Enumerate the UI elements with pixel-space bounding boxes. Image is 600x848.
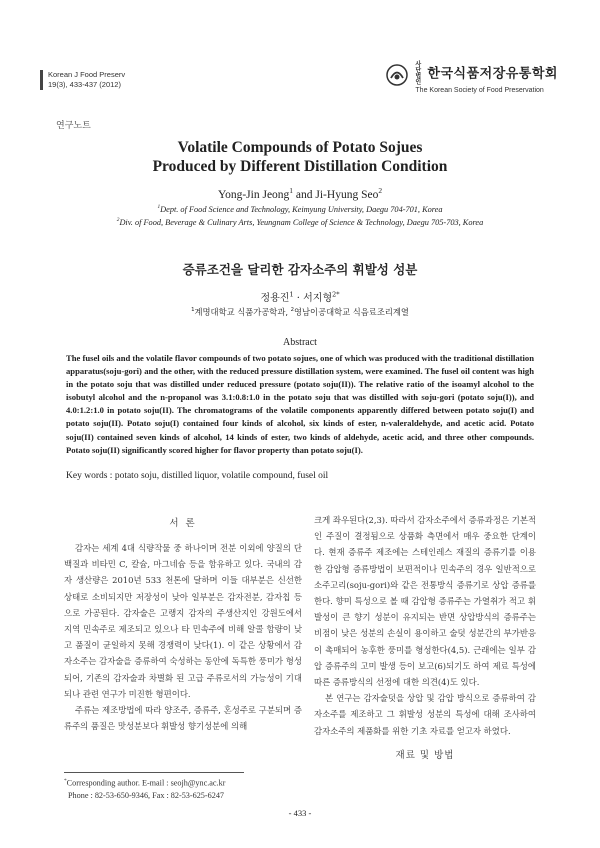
journal-issue: 19(3), 433-437 (2012) [48,80,121,89]
kor-sep: · [293,293,304,304]
aff2-sup: 2 [116,217,120,223]
affiliation-2 [40,217,560,227]
author2-sup: 2 [378,186,383,195]
society-prefix: 사단법인 [415,62,422,86]
footnote-line1: Corresponding author. E-mail : seojh@ync.ac.kr [66,778,226,788]
kor-author1-sup: 1 [289,290,294,299]
kor-author2-sup: 2* [332,290,340,299]
intro-paragraph-2: 주류는 제조방법에 따라 양조주, 증류주, 혼성주로 구분되며 증류주의 품질은 맛성분보다 휘발성 향기성분에 의해 [64,705,302,732]
affiliation-1 [40,204,560,214]
keywords [66,471,534,481]
society-name-eng: The Korean Society of Food Preservation [415,87,544,94]
abstract-heading: Abstract [283,337,317,348]
kor-aff2: 영남이공대학교 식음료조리계열 [294,307,409,317]
author1-sup: 1 [289,186,294,195]
journal-name: Korean J Food Preserv [48,70,126,79]
author-line [0,186,600,201]
kor-author2: 서지형 [303,293,333,304]
author2: Ji-Hyung Seo [315,188,379,201]
kor-aff1-sup: 1 [191,307,195,314]
journal-info [40,70,125,90]
right-paragraph-2: 본 연구는 감자술덧을 상압 및 감압 방식으로 증류하여 감자소주를 제조하고 그 휘발성 성분의 특성에 대해 조사하여 감자소주의 제품화를 위한 기초 자료를 얻고자 하였다. [314,693,536,736]
footnote: *Corresponding author. E-mail : seojh@ync.ac.kr Phone : 82-53-650-9346, Fax : 82-53-625-6247 [64,778,226,800]
keywords-text: potato soju, distilled liquor, volatile compound, fusel oil [114,471,329,481]
right-paragraph-1: 크게 좌우된다(2,3). 따라서 감자소주에서 증류과정은 기본적인 주질이 결정됨으로 상품화 측면에서 매우 중요한 단계이다. 현재 증류주 제조에는 스테인레스 재질의 증류기를 이용한 감압형 증류방법이 보편적이나 민속주의 경우 일반적으로 소주고리(soju-gori)와 같은 전통방식 증류기로 상압 증류를 한다. 향미 특성으로 볼 때 감압형 증류주는 가열취가 적고 휘발성이 큰 향기 성분이 유지되는 반면 상압방식의 증류주는 비점이 낮은 성분의 손실이 용이하고 술덧 성분간의 부가반응이 촉매되어 농후한 풍미를 형성한다(4,5). 근래에는 일부 감압 증류주의 고미 발생 등이 보고(6)되기도 하여 제료 특성에 따른 증류방식의 선정에 대한 의견(4)도 있다. [314,515,536,688]
footnote-line2: Phone : 82-53-650-9346, Fax : 82-53-625-6247 [68,790,225,800]
intro-heading: 서 론 [169,518,197,529]
author-and: and [293,188,316,201]
abstract-text: The fusel oils and the volatile flavor compounds of two potato sojues, one of which was produced with the traditional distillation apparatus(soju-gori) and the other, with the reduced pressure distillation system, were examined. The fusel oil content was high in the potato soju that was distilled under reduced pressure (potato soju(II)). The relative ratio of the isoamyl alcohol to the isobutyl alcohol and the n-propanol was 3.1:0.8:1.0 in the potato soju that was distilled with soju-gori (potato soju(I)), and 4.0:1.2:1.0 in potato soju(II). The chromatograms of the volatile components apparently differed between potato soju(I) and potato soju(II). Potato soju(I) contained four kinds of alcohol, six kinds of ester, n-valeraldehyde, and acetic acid. Potato soju(II) contained seven kinds of alcohol, 14 kinds of ester, two kinds of aldehyde, acetic acid, and three other compounds. Potato soju(II) significantly scored higher for flavor property than potato soju(I). [66,353,534,455]
title-line1: Volatile Compounds of Potato Sojues [177,139,423,156]
society-header [415,62,558,94]
right-column [314,512,536,739]
society-logo-icon [385,63,409,87]
korean-affiliations [0,306,600,318]
aff1-sup: 1 [157,204,161,210]
korean-authors [0,289,600,304]
intro-paragraph-1: 감자는 세계 4대 식량작물 중 하나이며 전분 이외에 양질의 단백질과 비타민 C, 칼슘, 마그네슘 등을 함유하고 있다. 국내의 감자 생산량은 2010년 533 천톤에 달하며 이들 대부분은 신선한 상태로 소비되지만 저장성이 낮아 일부분은 감자전분, 감자칩 등으로 가공된다. 감자술은 고랭지 감자의 주생산지인 강원도에서 지역 민속주로 제조되고 있으나 타 민속주에 비해 알콜 함량이 낮고 품질이 균일하지 못해 경쟁력이 낮다(1). 이 같은 상황에서 감자소주는 감자술을 증류하여 숙성하는 동안에 독특한 풍미가 형성되어, 기존의 감자술과 차별화 된 고급 주류로서의 가능성이 기대되나 관련 연구가 미진한 형편이다. [64,543,302,699]
footnote-divider [64,772,244,773]
kor-author1: 정용진 [260,293,290,304]
society-name-kor: 한국식품저장유통학회 [427,65,558,81]
section-tag: 연구노트 [56,121,91,131]
methods-heading: 재료 및 방법 [395,750,455,761]
page-number: - 433 - [288,808,312,818]
left-column [64,540,302,734]
paper-title [0,138,600,176]
author1: Yong-Jin Jeong [217,188,290,201]
kor-aff1: 계명대학교 식품가공학과, [194,307,291,317]
korean-title: 증류조건을 달리한 감자소주의 휘발성 성분 [182,262,418,277]
aff1-text: Dept. of Food Science and Technology, Keimyung University, Daegu 704-701, Korea [160,204,443,214]
aff2-text: Div. of Food, Beverage & Culinary Arts, Yeungnam College of Science & Technology, Daegu 705-703, Korea [119,217,484,227]
keywords-label: Key words : [66,471,115,481]
kor-aff2-sup: 2 [290,307,295,314]
title-line2: Produced by Different Distillation Condition [152,158,448,175]
